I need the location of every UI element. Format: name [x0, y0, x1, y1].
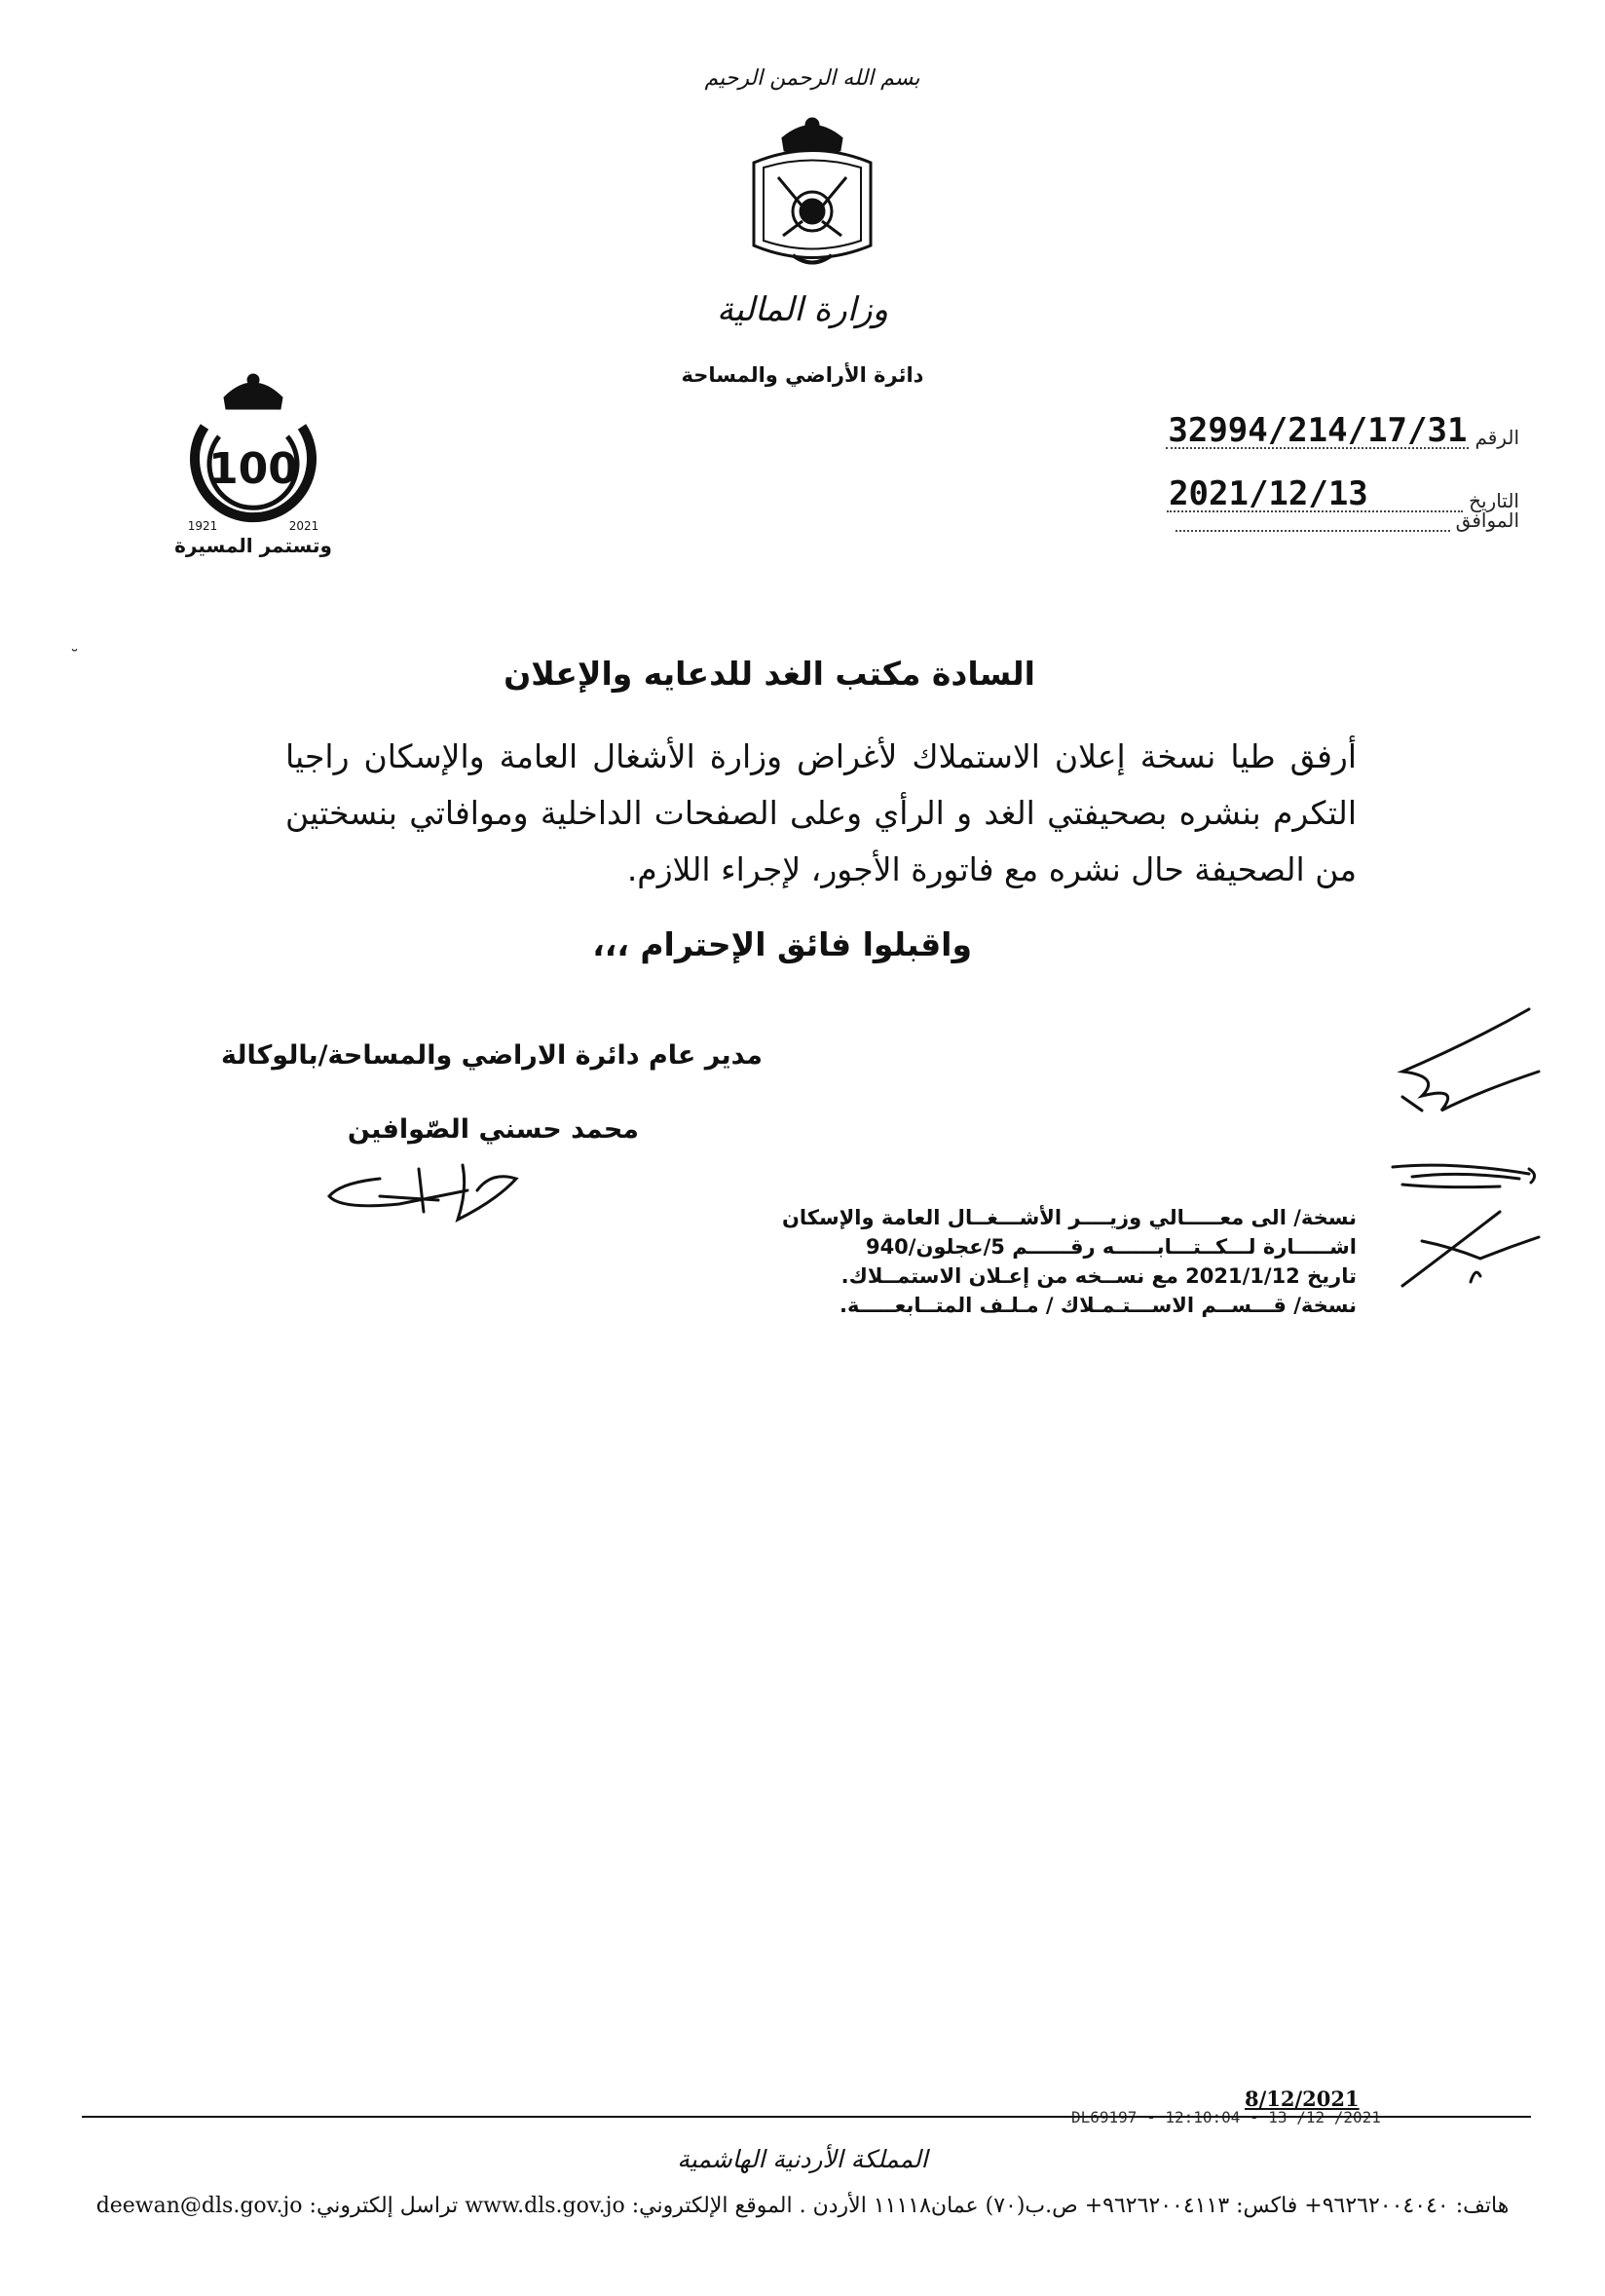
- reference-date-label: التاريخ: [1469, 489, 1519, 512]
- contact-line: هاتف: ٩٦٢٦٢٠٠٤٠٤٠+ فاكس: ٩٦٢٦٢٠٠٤١١٣+ ص.ب(٧٠) عمان١١١١٨ الأردن . الموقع الإلكتروني: www.dls.gov.jo تراسل إلكتروني: deewan@dls.gov.jo: [95, 2194, 1510, 2218]
- footer-divider: [82, 2116, 1531, 2118]
- copy-line-reference: اشـــــارة لـــكــتـــابــــــه رقــــــم 5/عجلون/940: [865, 1235, 1357, 1259]
- centenary-logo: [166, 358, 341, 544]
- centenary-slogan: وتستمر المسيرة: [174, 534, 332, 557]
- reference-number-row: [1166, 411, 1519, 450]
- centenary-year-right: 2021: [288, 519, 319, 533]
- handwritten-initials: [1383, 1003, 1558, 1296]
- signatory-name: محمد حسني الصّوافين: [347, 1114, 639, 1145]
- basmala: بسم الله الرحمن الرحيم: [704, 66, 920, 91]
- scan-speck: ˘: [70, 647, 79, 667]
- kingdom-name: المملكة الأردنية الهاشمية: [677, 2145, 928, 2173]
- signatory-title: مدير عام دائرة الاراضي والمساحة/بالوكالة: [220, 1040, 763, 1071]
- copies-block: [733, 1203, 1357, 1320]
- copy-line-minister: نسخة/ الى معـــــالي وزيــــر الأشـــغــال العامة والإسكان: [781, 1206, 1357, 1229]
- reference-hijri-label: الموافق: [1455, 508, 1519, 532]
- copy-line-department: نسخة/ قـــســم الاســـتـمـلاك / مـلـف المتــابعـــــة.: [840, 1294, 1357, 1317]
- reference-hijri-value: [1176, 512, 1450, 532]
- centenary-year-left: 1921: [187, 519, 218, 533]
- reference-date-row: [1167, 474, 1519, 513]
- scan-date: 8/12/2021: [1245, 2087, 1360, 2111]
- department-name: دائرة الأراضي والمساحة: [681, 363, 924, 387]
- reference-number-value: 32994/214/17/31: [1168, 411, 1468, 450]
- reference-date-value: 2021/12/13: [1167, 477, 1463, 512]
- coat-of-arms-emblem: [725, 109, 900, 275]
- handwritten-signature: [321, 1161, 545, 1231]
- reference-number-label: الرقم: [1474, 426, 1519, 449]
- copy-line-date: تاريخ 2021/1/12 مع نســخه من إعـلان الاستمــلاك.: [840, 1264, 1357, 1288]
- reference-hijri-row: [1176, 508, 1519, 532]
- letter-closing: واقبلوا فائق الإحترام ،،،: [592, 925, 972, 963]
- ministry-name: وزارة المالية: [717, 290, 888, 329]
- letter-body: أرفق طيا نسخة إعلان الاستملاك لأغراض وزارة الأشغال العامة والإسكان راجيا التكرم بنشره بصحيفتي الغد و الرأي وعلى الصفحات الداخلية وموافاتي بنسختين من الصحيفة حال نشره مع فاتورة الأجور، لإجراء اللازم.: [285, 737, 1357, 888]
- scan-stamp: DL69197 - 12:10:04 - 13 /12 /2021: [1071, 2108, 1381, 2127]
- letter-recipient: السادة مكتب الغد للدعايه والإعلان: [504, 655, 1035, 693]
- centenary-number: 100: [208, 444, 298, 494]
